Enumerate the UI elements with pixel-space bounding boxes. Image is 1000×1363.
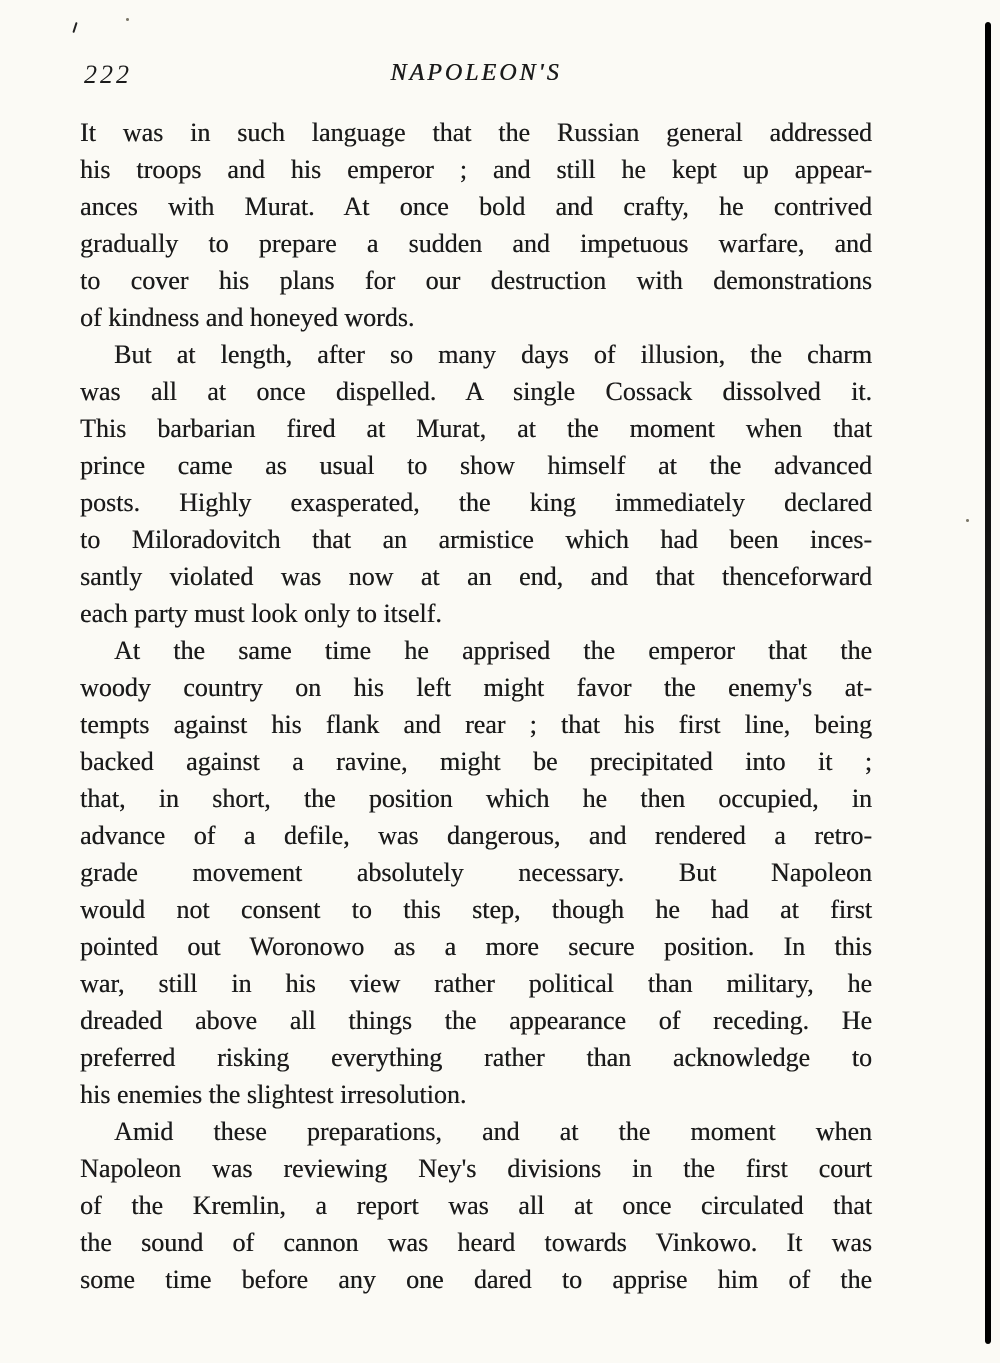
text-line: each party must look only to itself.: [80, 599, 442, 628]
text-line: of kindness and honeyed words.: [80, 303, 415, 332]
book-page: [80, 58, 872, 1298]
text-line: At the same time he apprised the emperor that the: [114, 636, 872, 665]
text-line: santly violated was now at an end, and that thenceforward: [80, 562, 872, 591]
text-line: of the Kremlin, a report was all at once circulated that: [80, 1191, 872, 1220]
text-line: war, still in his view rather political than military, he: [80, 969, 872, 998]
page-number: 222: [84, 60, 132, 89]
text-line: pointed out Woronowo as a more secure position. In this: [80, 932, 872, 961]
text-line: It was in such language that the Russian general addressed: [80, 118, 872, 147]
text-line: would not consent to this step, though he had at first: [80, 895, 872, 924]
text-line: prince came as usual to show himself at the advanced: [80, 451, 872, 480]
scan-speck: [72, 22, 77, 33]
text-line: grade movement absolutely necessary. But Napoleon: [80, 858, 872, 887]
text-line: This barbarian fired at Murat, at the moment when that: [80, 414, 872, 443]
paragraph: [80, 336, 872, 632]
scan-binding-line: [985, 22, 991, 1344]
text-line: dreaded above all things the appearance of receding. He: [80, 1006, 872, 1035]
text-line: tempts against his flank and rear ; that his first line, being: [80, 710, 872, 739]
text-line: some time before any one dared to apprise him of the: [80, 1265, 872, 1294]
text-line: advance of a defile, was dangerous, and rendered a retro-: [80, 821, 872, 850]
text-line: woody country on his left might favor the enemy's at-: [80, 673, 872, 702]
text-line: preferred risking everything rather than acknowledge to: [80, 1043, 872, 1072]
text-line: that, in short, the position which he then occupied, in: [80, 784, 872, 813]
text-line: posts. Highly exasperated, the king immediately declared: [80, 488, 872, 517]
text-line: his troops and his emperor ; and still he kept up appear-: [80, 155, 872, 184]
running-title: NAPOLEON'S: [390, 60, 562, 86]
text-line: gradually to prepare a sudden and impetuous warfare, and: [80, 229, 872, 258]
text-line: his enemies the slightest irresolution.: [80, 1080, 467, 1109]
paragraph: [80, 1113, 872, 1298]
text-line: Amid these preparations, and at the moment when: [114, 1117, 872, 1146]
text-line: Napoleon was reviewing Ney's divisions in the first court: [80, 1154, 872, 1183]
text-line: backed against a ravine, might be precipitated into it ;: [80, 747, 872, 776]
text-line: was all at once dispelled. A single Cossack dissolved it.: [80, 377, 872, 406]
text-line: to cover his plans for our destruction with demonstrations: [80, 266, 872, 295]
paragraph: [80, 114, 872, 336]
page-header: [80, 58, 872, 94]
text-line: ances with Murat. At once bold and crafty, he contrived: [80, 192, 872, 221]
text-block: [80, 114, 872, 1298]
scan-dot: [126, 18, 129, 21]
text-line: But at length, after so many days of illusion, the charm: [114, 340, 872, 369]
text-line: the sound of cannon was heard towards Vinkowo. It was: [80, 1228, 872, 1257]
text-line: to Miloradovitch that an armistice which had been inces-: [80, 525, 872, 554]
scan-dot: [966, 519, 969, 522]
paragraph: [80, 632, 872, 1113]
